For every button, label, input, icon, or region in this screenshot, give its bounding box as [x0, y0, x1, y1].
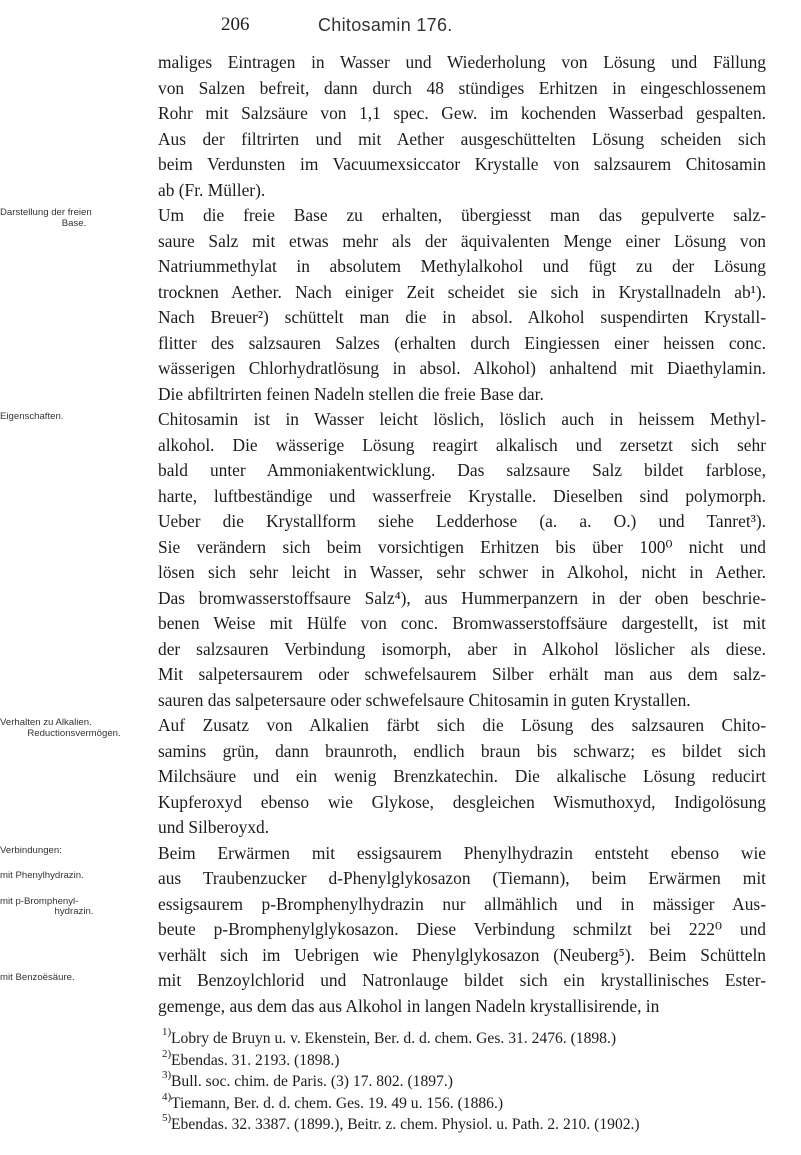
body-line: aus Traubenzucker d-Phenylglykosazon (Tiemann), beim Erwärmen mit — [158, 868, 766, 888]
text-row — [0, 713, 801, 739]
body-line: essigsaurem p-Bromphenylhydrazin nur allmählich und in mässiger Aus- — [158, 893, 766, 914]
text-row — [0, 356, 801, 382]
body-line: Natriummethylat in absolutem Methylalkohol und fügt zu der Lösung — [158, 256, 766, 276]
body-line: Aus der filtrirten und mit Aether ausgeschüttelten Lösung scheiden sich — [158, 128, 766, 149]
text-row — [0, 866, 801, 892]
body-line: Chitosamin ist in Wasser leicht löslich, löslich auch in heissem Methyl- — [158, 409, 766, 429]
footnote-number: 3) — [162, 1069, 172, 1081]
text-row — [0, 382, 801, 408]
body-line: Ueber die Krystallform siehe Ledderhose (a. a. O.) und Tanret³). — [158, 511, 766, 531]
body-line: benen Weise mit Hülfe von conc. Bromwasserstoffsäure dargestellt, ist mit — [158, 613, 766, 633]
text-row — [0, 76, 801, 102]
footnote-text: Bull. soc. chim. de Paris. (3) 17. 802. (1897.) — [171, 1073, 453, 1090]
body-line: verhält sich im Uebrigen wie Phenylglykosazon (Neuberg⁵). Beim Schütteln — [158, 944, 766, 965]
text-row — [0, 331, 801, 357]
footnote-text: Ebendas. 31. 2193. (1898.) — [171, 1051, 340, 1069]
body-line: Auf Zusatz von Alkalien färbt sich die Lösung des salzsauren Chito- — [158, 715, 766, 735]
text-row — [0, 305, 801, 331]
margin-note-line: Base. — [61, 217, 87, 229]
body-line: mit Benzoylchlorid und Natronlauge bildet sich ein krystallinisches Ester- — [158, 970, 766, 990]
body-line: saure Salz mit etwas mehr als der äquivalenten Menge einer Lösung von — [158, 230, 766, 251]
margin-note-line: Darstellung der freien — [0, 207, 92, 218]
margin-note — [0, 718, 148, 739]
margin-note — [0, 871, 148, 882]
text-row — [0, 535, 801, 561]
running-head: Chitosamin 176. — [318, 15, 453, 35]
margin-note-line: hydrazin. — [54, 906, 94, 917]
margin-note-line: Verhalten zu Alkalien. — [0, 717, 92, 728]
text-row — [0, 662, 801, 688]
page-number: 206 — [221, 14, 250, 35]
text-row — [0, 739, 801, 765]
body-line: flitter des salzsauren Salzes (erhalten durch Eingiessen einer heissen conc. — [158, 332, 766, 353]
margin-note-line: Verbindungen: — [0, 844, 62, 856]
text-row — [0, 407, 801, 433]
text-row — [0, 841, 801, 867]
body-line: Rohr mit Salzsäure von 1,1 spec. Gew. im kochenden Wasserbad gespalten. — [158, 103, 766, 123]
body-line: beim Verdunsten im Vacuumexsiccator Krystalle von salzsaurem Chitosamin — [158, 154, 766, 174]
body-line: Sie verändern sich beim vorsichtigen Erhitzen bis über 100⁰ nicht und — [158, 536, 766, 557]
footnote-text: Ebendas. 32. 3387. (1899.), Beitr. z. chem. Physiol. u. Path. 2. 210. (1902.) — [171, 1116, 640, 1133]
text-row — [0, 50, 801, 76]
margin-note-line: Eigenschaften. — [0, 411, 64, 422]
body-line: beute p-Bromphenylglykosazon. Diese Verbindung schmilzt bei 222⁰ und — [158, 919, 766, 939]
body-line: Milchsäure und ein wenig Brenzkatechin. Die alkalische Lösung reducirt — [158, 766, 766, 786]
body-line: und Silberoyxd. — [158, 817, 270, 837]
body-line: wässerigen Chlorhydratlösung in absol. Alkohol) anhaltend mit Diaethylamin. — [158, 358, 766, 378]
footnote-text: Tiemann, Ber. d. d. chem. Ges. 19. 49 u. 156. (1886.) — [171, 1094, 504, 1112]
body-line: der salzsauren Verbindung isomorph, aber in Alkohol löslicher als diese. — [158, 638, 766, 659]
footnote-number: 4) — [162, 1090, 172, 1103]
text-row — [0, 484, 801, 510]
footnotes — [0, 1026, 801, 1137]
body-line: maliges Eintragen in Wasser und Wiederholung von Lösung und Fällung — [158, 52, 766, 72]
text-row — [0, 458, 801, 484]
text-row — [0, 637, 801, 663]
text-row — [0, 509, 801, 535]
body-line: harte, luftbeständige und wasserfreie Krystalle. Dieselben sind polymorph. — [158, 485, 766, 506]
body-line: gemenge, aus dem das aus Alkohol in langen Nadeln krystallisirende, in — [158, 995, 660, 1016]
footnote — [0, 1047, 801, 1073]
body-line: Nach Breuer²) schüttelt man die in absol. Alkohol suspendirten Krystall- — [158, 307, 766, 327]
margin-note-line: mit Benzoësäure. — [0, 972, 75, 983]
text-row — [0, 280, 801, 306]
footnote — [0, 1112, 801, 1137]
text-row — [0, 611, 801, 637]
text-row — [0, 586, 801, 612]
body-line: sauren das salpetersaure oder schwefelsaure Chitosamin in guten Krystallen. — [158, 689, 691, 710]
margin-note — [0, 208, 148, 229]
footnote — [0, 1069, 801, 1094]
main-text — [0, 50, 801, 1019]
body-line: Beim Erwärmen mit essigsaurem Phenylhydrazin entsteht ebenso wie — [158, 842, 766, 863]
footnote-number: 2) — [162, 1047, 172, 1060]
body-line: lösen sich sehr leicht in Wasser, sehr schwer in Alkohol, nicht in Aether. — [158, 562, 766, 582]
margin-note-line: Reductionsvermögen. — [27, 727, 121, 739]
text-row — [0, 560, 801, 586]
text-row — [0, 254, 801, 280]
body-line: alkohol. Die wässerige Lösung reagirt alkalisch und zersetzt sich sehr — [158, 434, 766, 455]
text-row — [0, 815, 801, 841]
body-line: Kupferoxyd ebenso wie Glykose, desgleichen Wismuthoxyd, Indigolösung — [158, 791, 766, 812]
body-line: bald unter Ammoniakentwicklung. Das salzsaure Salz bildet farblose, — [158, 460, 766, 480]
text-row — [0, 764, 801, 790]
text-row — [0, 790, 801, 816]
body-line: Um die freie Base zu erhalten, übergiesst man das gepulverte salz- — [158, 205, 766, 225]
text-row — [0, 127, 801, 153]
text-row — [0, 152, 801, 178]
margin-note-line: mit Phenylhydrazin. — [0, 870, 84, 881]
page-header — [0, 14, 801, 38]
text-row — [0, 968, 801, 994]
text-row — [0, 203, 801, 229]
text-row — [0, 892, 801, 918]
margin-note — [0, 412, 148, 423]
body-line: Das bromwasserstoffsaure Salz⁴), aus Hummerpanzern in der oben beschrie- — [158, 587, 766, 608]
footnote — [0, 1026, 801, 1051]
text-row — [0, 943, 801, 969]
body-line: trocknen Aether. Nach einiger Zeit scheidet sie sich in Krystallnadeln ab¹). — [158, 281, 766, 302]
text-row — [0, 101, 801, 127]
text-row — [0, 994, 801, 1020]
footnote-text: Lobry de Bruyn u. v. Ekenstein, Ber. d. d. chem. Ges. 31. 2476. (1898.) — [171, 1030, 617, 1047]
text-row — [0, 688, 801, 714]
text-row — [0, 433, 801, 459]
margin-note — [0, 846, 148, 857]
margin-note-line: mit p-Bromphenyl- — [0, 895, 79, 907]
body-line: Mit salpetersaurem oder schwefelsaurem Silber erhält man aus dem salz- — [158, 664, 766, 684]
text-row — [0, 917, 801, 943]
text-row — [0, 178, 801, 204]
footnote-number: 1) — [162, 1026, 172, 1038]
body-line: ab (Fr. Müller). — [158, 179, 266, 200]
body-line: von Salzen befreit, dann durch 48 stündiges Erhitzen in eingeschlossenem — [158, 77, 766, 98]
text-row — [0, 229, 801, 255]
footnote-number: 5) — [162, 1112, 172, 1124]
margin-note — [0, 973, 148, 984]
footnote — [0, 1090, 801, 1116]
margin-note — [0, 897, 148, 918]
body-line: samins grün, dann braunroth, endlich braun bis schwarz; es bildet sich — [158, 740, 766, 761]
body-line: Die abfiltrirten feinen Nadeln stellen die freie Base dar. — [158, 383, 544, 404]
